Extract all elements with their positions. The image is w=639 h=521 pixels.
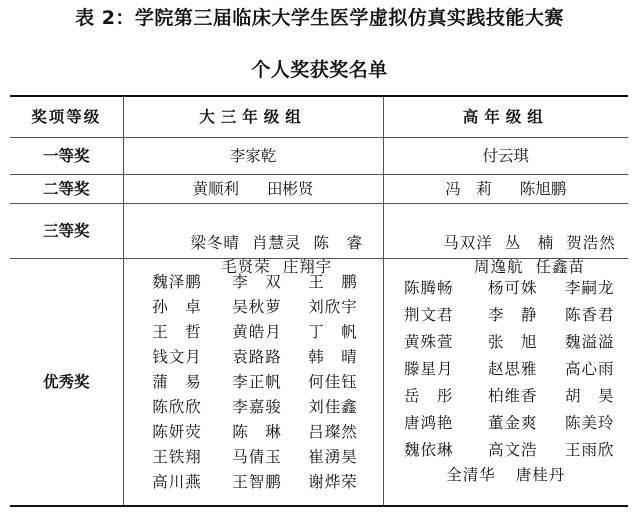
award-level: 三等奖 bbox=[10, 204, 123, 259]
junior-names-cell bbox=[123, 138, 383, 175]
table-subtitle: 个人奖获奖名单 bbox=[251, 59, 388, 81]
winner-name: 吕璨然 bbox=[308, 422, 358, 441]
winner-name: 韩 晴 bbox=[308, 347, 358, 366]
junior-names-cell bbox=[123, 259, 383, 507]
winner-name: 付云琪 bbox=[482, 147, 529, 165]
winner-name: 吴秋萝 bbox=[232, 297, 282, 316]
winner-name: 唐鸿艳 bbox=[403, 414, 454, 432]
winner-name: 田彬贤 bbox=[267, 180, 314, 198]
winner-name: 全清华 bbox=[446, 466, 496, 484]
winner-name: 张 旭 bbox=[487, 333, 538, 351]
winner-name: 黄殊萱 bbox=[403, 333, 454, 351]
winner-name: 马倩玉 bbox=[232, 447, 282, 466]
winner-name: 刘佳鑫 bbox=[308, 397, 358, 416]
winner-name: 周逸航 bbox=[473, 258, 524, 276]
winner-name: 肖慧灵 bbox=[251, 234, 302, 252]
award-table bbox=[10, 95, 628, 507]
winner-name: 谢烨荣 bbox=[308, 472, 358, 491]
winner-name: 钱文月 bbox=[152, 347, 202, 366]
winner-name: 魏依琳 bbox=[403, 441, 454, 459]
winner-name: 陈妍荧 bbox=[152, 422, 202, 441]
winner-name: 丁 帆 bbox=[308, 322, 358, 341]
header-junior-group: 大三年级组 bbox=[123, 96, 383, 138]
winner-name: 李正帆 bbox=[232, 372, 282, 391]
winner-name: 王 哲 bbox=[152, 322, 202, 341]
winner-name: 王雨欣 bbox=[564, 441, 615, 459]
winner-name: 李嗣龙 bbox=[564, 279, 615, 297]
winner-name: 李 静 bbox=[487, 306, 538, 324]
winner-name: 滕星月 bbox=[403, 360, 454, 378]
winner-name: 袁路路 bbox=[232, 347, 282, 366]
table-row bbox=[10, 138, 628, 175]
winner-name: 李 双 bbox=[232, 272, 282, 291]
winner-name: 王智鹏 bbox=[232, 472, 282, 491]
winner-name: 丛 楠 bbox=[504, 234, 555, 252]
award-level: 优秀奖 bbox=[10, 259, 123, 507]
winner-name: 黄皓月 bbox=[232, 322, 282, 341]
winner-name: 庄翔宇 bbox=[282, 258, 333, 276]
winner-name: 毛贤荣 bbox=[221, 258, 271, 276]
header-level: 奖项等级 bbox=[10, 96, 123, 138]
senior-names-cell bbox=[383, 138, 628, 175]
winner-name: 梁冬晴 bbox=[190, 234, 240, 252]
winner-name: 贺浩然 bbox=[566, 234, 616, 252]
header-senior-group: 高年级组 bbox=[383, 96, 628, 138]
name-grid bbox=[124, 271, 383, 494]
winner-name: 董金爽 bbox=[487, 414, 538, 432]
winner-name: 孙 卓 bbox=[152, 297, 202, 316]
junior-names-cell bbox=[123, 204, 383, 276]
winner-name: 王铁翔 bbox=[152, 447, 202, 466]
senior-names-cell bbox=[383, 259, 628, 507]
winner-name: 陈腾畅 bbox=[403, 279, 454, 297]
winner-name: 陈 琳 bbox=[232, 422, 282, 441]
winner-name: 王 鹏 bbox=[308, 272, 358, 291]
winner-name: 高文浩 bbox=[487, 441, 538, 459]
table-row bbox=[10, 175, 628, 204]
winner-name: 陈旭鹏 bbox=[519, 180, 567, 198]
winner-name: 陈 睿 bbox=[313, 234, 363, 252]
winner-name: 杨可姝 bbox=[487, 279, 538, 297]
table-caption: 表 2：学院第三届临床大学生医学虚拟仿真实践技能大赛 bbox=[75, 7, 564, 29]
winner-name: 赵思雅 bbox=[487, 360, 538, 378]
senior-names-cell bbox=[383, 204, 628, 276]
table-row bbox=[10, 204, 628, 259]
winner-name: 李嘉骏 bbox=[232, 397, 282, 416]
winner-name: 高心雨 bbox=[564, 360, 615, 378]
winner-name: 柏维香 bbox=[487, 387, 538, 405]
winner-name: 任鑫苗 bbox=[535, 258, 585, 276]
winner-name: 高川燕 bbox=[152, 472, 202, 491]
winner-name: 陈美玲 bbox=[564, 414, 615, 432]
winner-name: 黄顺利 bbox=[192, 180, 239, 198]
winner-name: 陈香君 bbox=[564, 306, 615, 324]
award-level: 二等奖 bbox=[10, 175, 123, 204]
junior-names-cell bbox=[123, 175, 383, 204]
header-row bbox=[10, 96, 628, 138]
winner-name: 蒲 易 bbox=[152, 372, 202, 391]
name-row bbox=[384, 463, 629, 488]
winner-name: 冯 莉 bbox=[445, 180, 492, 198]
winner-name: 崔湧昊 bbox=[308, 447, 358, 466]
winner-name: 刘欣宇 bbox=[308, 297, 358, 316]
senior-names-cell bbox=[383, 175, 628, 204]
table-row bbox=[10, 259, 628, 507]
winner-name: 岳 彤 bbox=[403, 387, 454, 405]
winner-name: 魏溢溢 bbox=[564, 333, 615, 351]
winner-name: 唐桂丹 bbox=[515, 466, 566, 484]
winner-name: 荆文君 bbox=[403, 306, 454, 324]
name-grid bbox=[384, 276, 629, 463]
winner-name: 魏泽鹏 bbox=[152, 272, 202, 291]
winner-name: 陈欣欣 bbox=[152, 397, 202, 416]
winner-name: 胡 昊 bbox=[564, 387, 615, 405]
winner-name: 何佳钰 bbox=[308, 372, 358, 391]
winner-name: 马双洋 bbox=[443, 234, 493, 252]
winner-name: 李家乾 bbox=[229, 147, 277, 165]
award-level: 一等奖 bbox=[10, 138, 123, 175]
